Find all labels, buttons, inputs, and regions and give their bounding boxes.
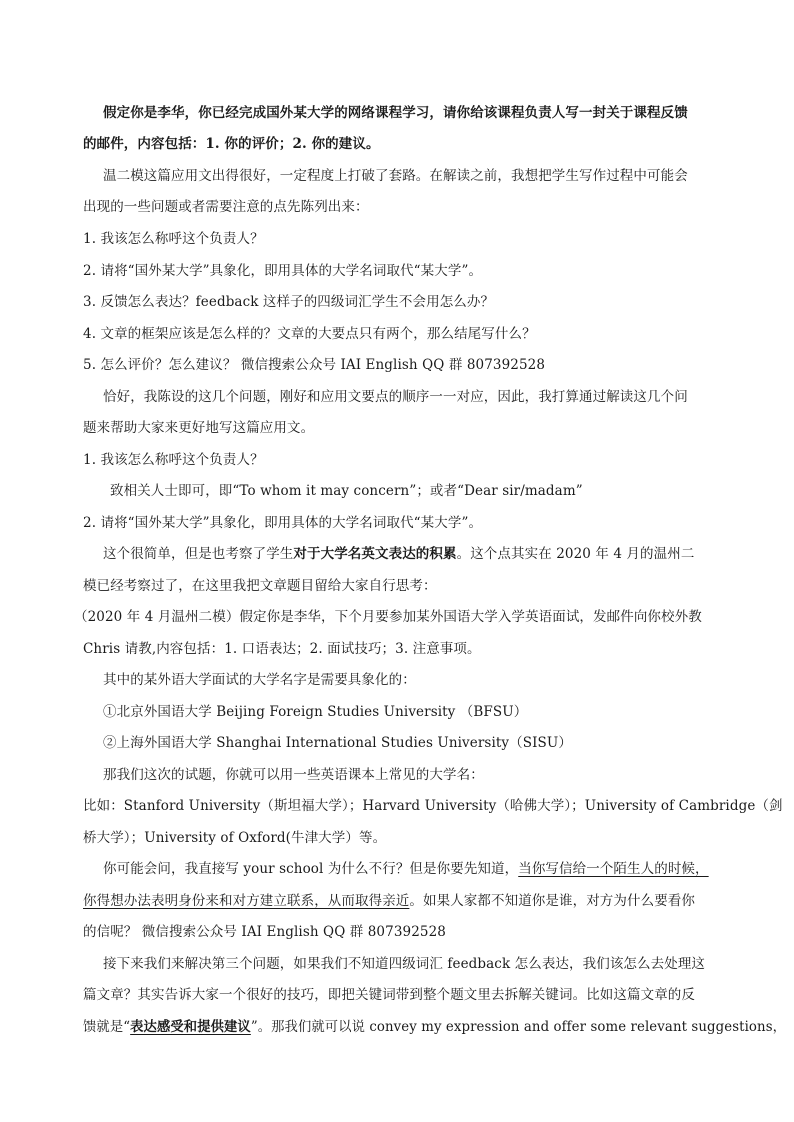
university-item-1: ①北京外国语大学 Beijing Foreign Studies University （BFSU） xyxy=(103,704,528,720)
section2-para1-line2: 模已经考察过了，在这里我把文章题目留给大家自行思考： xyxy=(83,578,437,594)
section3-text-b: ”。那我们就可以说 convey my expression and offer some relevant suggestions， xyxy=(250,1019,787,1035)
intro-line-1: 温二模这篇应用文出得很好，一定程度上打破了套路。在解读之前，我想把学生写作过程中可能会 xyxy=(103,168,688,184)
section2-para4-text-b: 。如果人家都不知道你是谁，对方为什么要看你 xyxy=(409,893,696,909)
section2-para1-line1 xyxy=(103,544,694,564)
section2-heading: 2. 请将“国外某大学”具象化，即用具体的大学名词取代“某大学”。 xyxy=(83,515,483,531)
question-5: 5. 怎么评价？怎么建议？ 微信搜索公众号 IAI English QQ 群 807392528 xyxy=(83,357,546,373)
section2-para4-line2 xyxy=(83,891,695,911)
section2-para1-text-a: 这个很简单，但是也考察了学生 xyxy=(103,546,294,562)
section2-para1-emphasis: 对于大学名英文表达的积累 xyxy=(293,546,457,562)
example-universities-line2: 桥大学）；University of Oxford(牛津大学）等。 xyxy=(83,830,387,846)
example-prompt-line1: （2020 年 4 月温州二模）假定你是李华，下个月要参加某外国语大学入学英语面试，发邮件向你校外教 xyxy=(74,609,702,625)
section3-text-a: 馈就是“ xyxy=(83,1019,131,1035)
transition-line-1: 恰好，我陈设的这几个问题，刚好和应用文要点的顺序一一对应，因此，我打算通过解读这几个问 xyxy=(103,389,688,405)
question-4: 4. 文章的框架应该是怎么样的？文章的大要点只有两个，那么结尾写什么？ xyxy=(83,326,536,342)
section2-para2: 其中的某外语大学面试的大学名字是需要具象化的： xyxy=(103,672,416,688)
section2-para4-text-a: 你可能会问，我直接写 your school 为什么不行？但是你要先知道， xyxy=(103,861,519,877)
prompt-line-2: 的邮件，内容包括：1. 你的评价；2. 你的建议。 xyxy=(83,136,380,152)
section2-para3: 那我们这次的试题，你就可以用一些英语课本上常见的大学名： xyxy=(103,767,484,783)
section2-para4-line1 xyxy=(103,859,709,879)
example-universities-line1: 比如：Stanford University（斯坦福大学）；Harvard University（哈佛大学）；University of Cambridge（剑 xyxy=(83,798,783,814)
section2-para1-text-b: 。这个点其实在 2020 年 4 月的温州二 xyxy=(456,546,695,562)
question-2: 2. 请将“国外某大学”具象化，即用具体的大学名词取代“某大学”。 xyxy=(83,263,483,279)
intro-line-2: 出现的一些问题或者需要注意的点先陈列出来： xyxy=(83,199,369,215)
section2-para4-underline-1: 当你写信给一个陌生人的时候， xyxy=(518,861,709,877)
prompt-line-1: 假定你是李华，你已经完成国外某大学的网络课程学习，请你给该课程负责人写一封关于课程反馈 xyxy=(103,105,688,121)
section3-line-3 xyxy=(83,1017,786,1037)
university-item-2: ②上海外国语大学 Shanghai International Studies University（SISU） xyxy=(103,735,572,751)
transition-line-2: 题来帮助大家来更好地写这篇应用文。 xyxy=(83,420,315,436)
question-1: 1. 我该怎么称呼这个负责人？ xyxy=(83,231,264,247)
section1-heading: 1. 我该怎么称呼这个负责人？ xyxy=(83,452,264,468)
example-prompt-line2: Chris 请教,内容包括：1. 口语表达；2. 面试技巧；3. 注意事项。 xyxy=(83,641,481,657)
section3-line-1: 接下来我们来解决第三个问题，如果我们不知道四级词汇 feedback 怎么表达，我们该怎么去处理这 xyxy=(103,956,706,972)
section2-para4-underline-2: 你得想办法表明身份来和对方建立联系，从而取得亲近 xyxy=(83,893,410,909)
question-3: 3. 反馈怎么表达？feedback 这样子的四级词汇学生不会用怎么办？ xyxy=(83,294,495,310)
section3-emphasis: 表达感受和提供建议 xyxy=(130,1019,251,1035)
section1-answer: 致相关人士即可，即“To whom it may concern”；或者“Dear sir/madam” xyxy=(110,483,583,499)
section2-para4-line3: 的信呢？ 微信搜索公众号 IAI English QQ 群 807392528 xyxy=(83,924,446,940)
section3-line-2: 篇文章？其实告诉大家一个很好的技巧，即把关键词带到整个题文里去拆解关键词。比如这篇文章的反 xyxy=(83,987,695,1003)
